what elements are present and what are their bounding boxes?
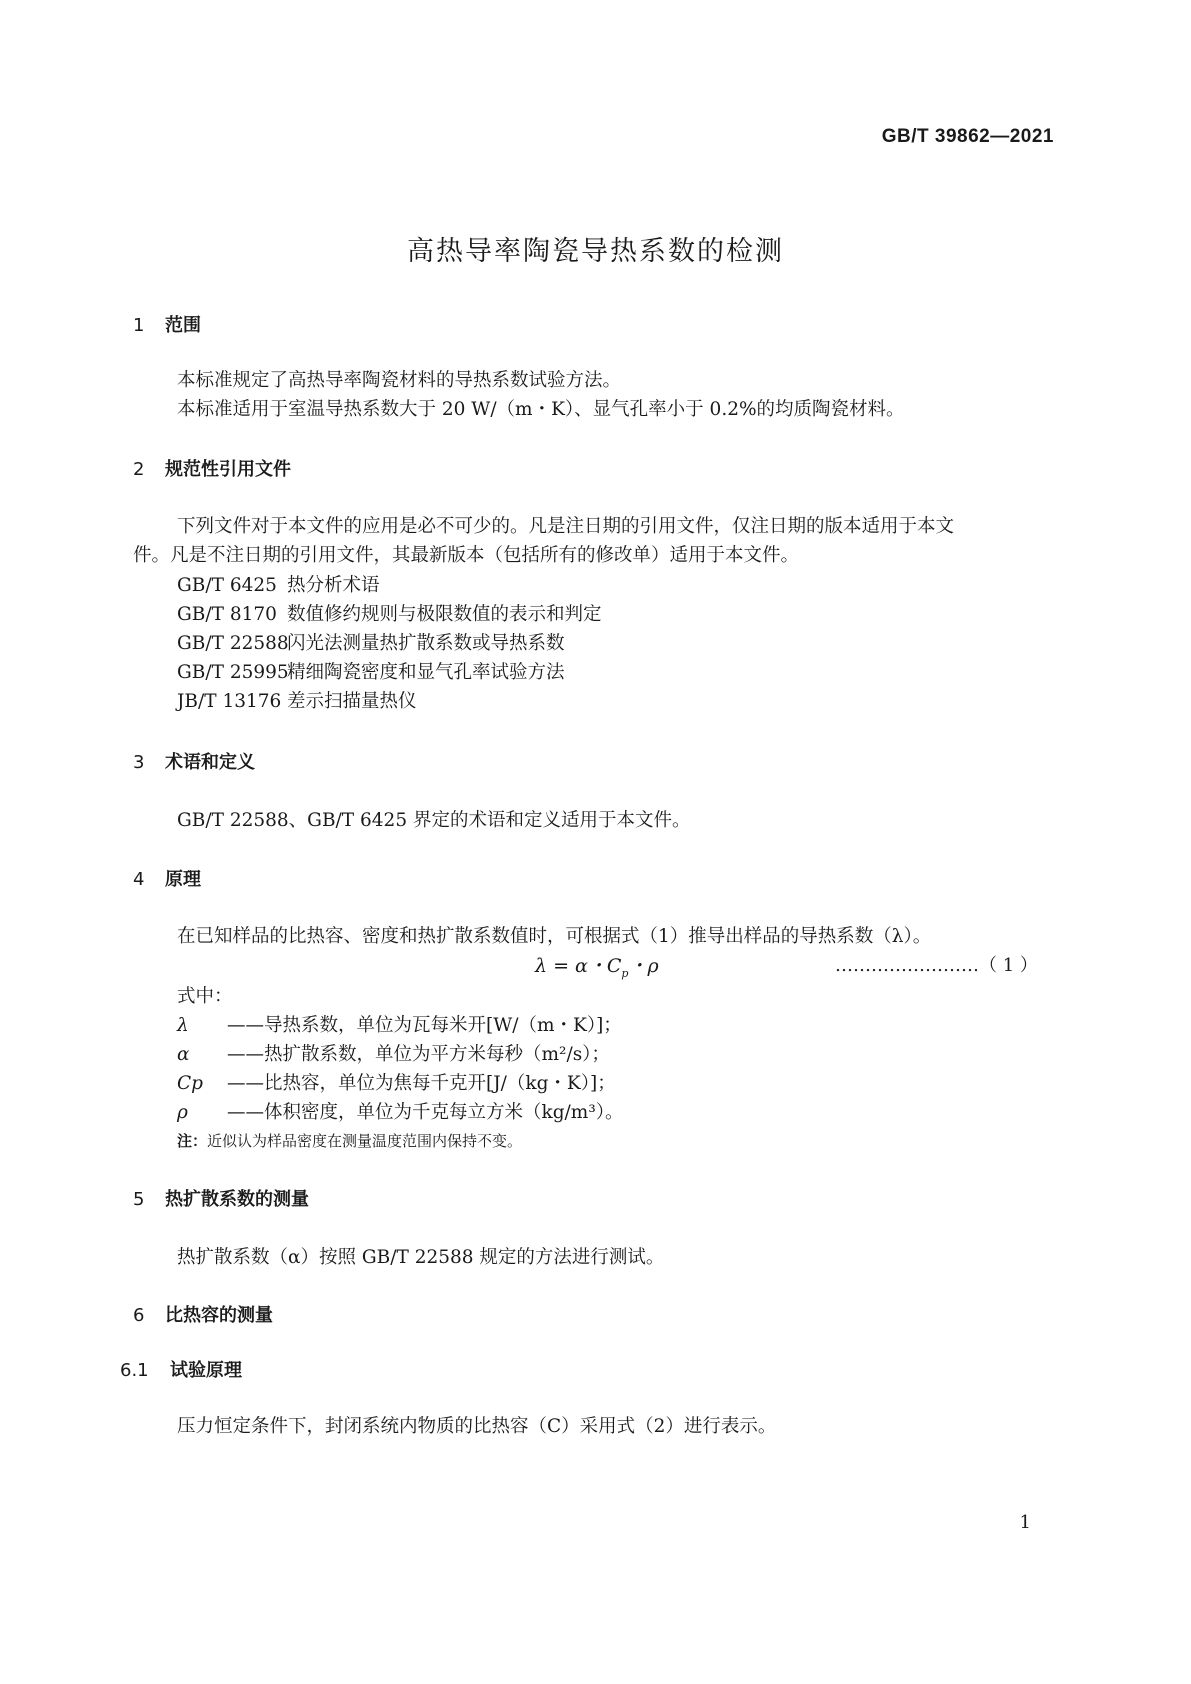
reference-code: GB/T 8170: [177, 604, 277, 625]
paragraph-continued: 件。凡是不注日期的引用文件，其最新版本（包括所有的修改单）适用于本文件。: [133, 545, 800, 566]
section-title: 比热容的测量: [165, 1305, 273, 1326]
section-number: 3: [133, 752, 145, 773]
section-title: 范围: [165, 315, 201, 336]
section-3-heading: [133, 748, 255, 774]
variable-definition: [177, 1040, 610, 1066]
formula-subscript: p: [621, 966, 629, 980]
paragraph: 本标准规定了高热导率陶瓷材料的导热系数试验方法。: [177, 370, 622, 391]
note-label: 注：: [177, 1132, 208, 1150]
reference-item: [177, 658, 565, 684]
reference-item: [177, 600, 602, 626]
variable-symbol: λ: [177, 1015, 189, 1036]
where-label: 式中：: [177, 986, 233, 1007]
section-number: 6: [133, 1305, 145, 1326]
reference-item: [177, 571, 380, 597]
standard-number: GB/T 39862—2021: [881, 126, 1054, 147]
section-2-heading: [133, 455, 291, 481]
section-5-heading: [133, 1185, 309, 1211]
reference-code: GB/T 6425: [177, 575, 277, 596]
note-text: 近似认为样品密度在测量温度范围内保持不变。: [207, 1132, 523, 1150]
formula-1: [535, 951, 659, 980]
reference-code: GB/T 25995: [177, 662, 289, 683]
section-number: 2: [133, 459, 145, 480]
reference-item: [177, 687, 417, 713]
variable-symbol: Cp: [177, 1073, 203, 1094]
variable-definition: [177, 1011, 622, 1037]
section-title: 规范性引用文件: [165, 459, 291, 480]
section-title: 热扩散系数的测量: [165, 1189, 309, 1210]
page-number: 1: [1019, 1512, 1031, 1533]
note: [177, 1130, 522, 1151]
section-number: 1: [133, 315, 145, 336]
equation-number: ……………………（ 1 ）: [835, 955, 1038, 976]
section-title: 试验原理: [170, 1360, 242, 1381]
variable-description: ——比热容，单位为焦每千克开[J/（kg・K）]；: [227, 1073, 616, 1094]
reference-name: 闪光法测量热扩散系数或导热系数: [287, 633, 565, 654]
reference-name: 数值修约规则与极限数值的表示和判定: [287, 604, 602, 625]
reference-name: 精细陶瓷密度和显气孔率试验方法: [287, 662, 565, 683]
paragraph: 在已知样品的比热容、密度和热扩散系数值时，可根据式（1）推导出样品的导热系数（λ）。: [177, 926, 932, 947]
paragraph: 本标准适用于室温导热系数大于 20 W/（m・K）、显气孔率小于 0.2%的均质陶瓷材料。: [177, 399, 905, 420]
section-number: 5: [133, 1189, 145, 1210]
reference-name: 差示扫描量热仪: [287, 691, 417, 712]
section-number: 4: [133, 869, 145, 890]
variable-description: ——导热系数，单位为瓦每米开[W/（m・K）]；: [227, 1015, 622, 1036]
reference-name: 热分析术语: [287, 575, 380, 596]
paragraph: 下列文件对于本文件的应用是必不可少的。凡是注日期的引用文件，仅注日期的版本适用于本文: [177, 516, 955, 537]
document-title: 高热导率陶瓷导热系数的检测: [407, 236, 784, 267]
reference-code: JB/T 13176: [177, 691, 282, 712]
section-title: 原理: [165, 869, 201, 890]
variable-description: ——热扩散系数，单位为平方米每秒（m²/s）；: [227, 1044, 610, 1065]
paragraph: 热扩散系数（α）按照 GB/T 22588 规定的方法进行测试。: [177, 1247, 665, 1268]
reference-item: [177, 629, 565, 655]
formula-rhs: ・ρ: [628, 955, 659, 977]
variable-definition: [177, 1069, 616, 1095]
section-1-heading: [133, 311, 201, 337]
section-6-heading: [133, 1301, 273, 1327]
variable-description: ——体积密度，单位为千克每立方米（kg/m³）。: [227, 1102, 624, 1123]
reference-code: GB/T 22588: [177, 633, 289, 654]
section-title: 术语和定义: [165, 752, 255, 773]
section-number: 6.1: [120, 1360, 149, 1381]
variable-symbol: ρ: [177, 1102, 188, 1123]
paragraph: 压力恒定条件下，封闭系统内物质的比热容（C）采用式（2）进行表示。: [177, 1416, 777, 1437]
section-6-1-heading: [120, 1356, 242, 1382]
paragraph: GB/T 22588、GB/T 6425 界定的术语和定义适用于本文件。: [177, 810, 691, 831]
variable-symbol: α: [177, 1044, 190, 1065]
section-4-heading: [133, 865, 201, 891]
variable-definition: [177, 1098, 624, 1124]
formula-lhs: λ = α・C: [535, 955, 622, 977]
